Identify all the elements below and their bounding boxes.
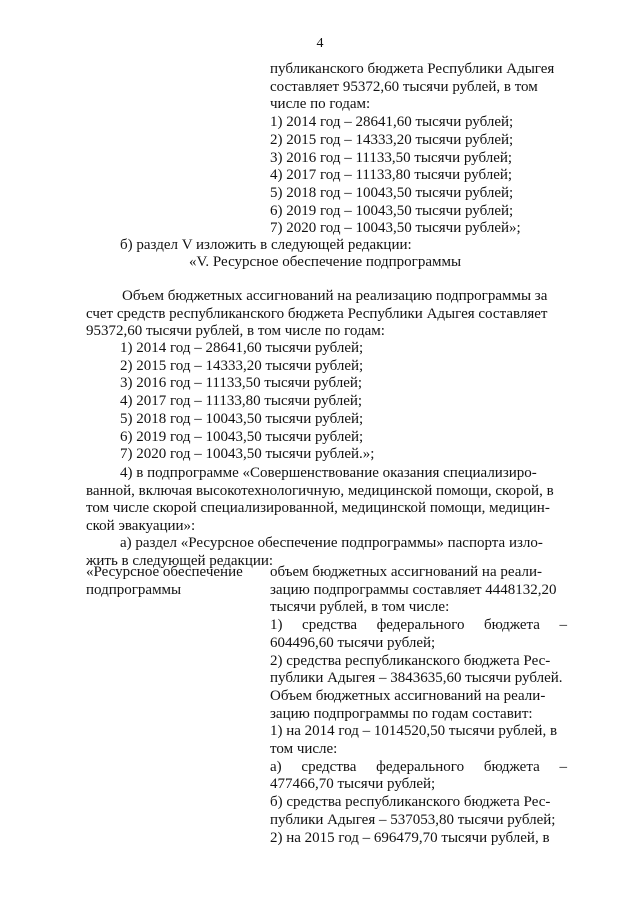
item-4-line-1: 4) в подпрограмме «Совершенствование оказания специализиро- [120,465,537,481]
top-block [270,61,568,238]
right-cell-line: зацию подпрограммы составляет 4448132,20 [270,581,557,598]
right-cell-line: а) средства федерального бюджета – [270,758,567,775]
item-4-line-4: ской эвакуации»: [86,518,196,535]
year-item: 5) 2018 год – 10043,50 тысячи рублей; [120,410,364,427]
left-cell-line-1: «Ресурсное обеспечение [86,564,243,580]
right-cell-line: 2) на 2015 год – 696479,70 тысячи рублей, в [270,829,550,846]
top-line-6: 3) 2016 год – 11133,50 тысячи рублей; [270,149,513,166]
top-line-7: 4) 2017 год – 11133,80 тысячи рублей; [270,167,513,184]
year-item: 7) 2020 год – 10043,50 тысячи рублей.»; [120,446,375,463]
right-cell-line: 1) средства федерального бюджета – [270,617,567,634]
right-cell-line: тысячи рублей, в том числе: [270,599,450,616]
item-4-paragraph [86,465,570,536]
section-b: б) раздел V изложить в следующей редакции: [120,237,412,253]
table-left-column [86,564,266,599]
top-line-9: 6) 2019 год – 10043,50 тысячи рублей; [270,202,514,219]
top-line-5: 2) 2015 год – 14333,20 тысячи рублей; [270,131,514,148]
year-item: 6) 2019 год – 10043,50 тысячи рублей; [120,428,364,445]
right-cell-line: публики Адыгея – 3843635,60 тысячи рублей. [270,670,563,687]
item-4-line-3: том числе скорой специализированной, медицинской помощи, медицин- [86,500,550,517]
item-4-line-2: ванной, включая высокотехнологичную, медицинской помощи, скорой, в [86,482,554,499]
right-cell-line: 2) средства республиканского бюджета Рес- [270,652,551,669]
resource-line-2: счет средств республиканского бюджета Республики Адыгея составляет [86,305,548,322]
top-line-2: составляет 95372,60 тысячи рублей, в том [270,78,538,95]
table-right-column [270,564,567,847]
years-list [120,340,374,464]
year-item: 2) 2015 год – 14333,20 тысячи рублей; [120,357,364,374]
right-cell-line: публики Адыгея – 537053,80 тысячи рублей; [270,811,556,828]
right-cell-line: 1) на 2014 год – 1014520,50 тысячи рублей, в [270,723,558,740]
resource-line-1: Объем бюджетных ассигнований на реализацию подпрограммы за [122,288,548,304]
right-cell-line: 604496,60 тысячи рублей; [270,634,436,651]
right-cell-line: Объем бюджетных ассигнований на реали- [270,687,546,704]
section-heading: «V. Ресурсное обеспечение подпрограммы [189,254,462,270]
top-line-8: 5) 2018 год – 10043,50 тысячи рублей; [270,184,514,201]
page-number: 4 [316,36,324,51]
right-cell-line: 477466,70 тысячи рублей; [270,776,436,793]
right-cell-line: объем бюджетных ассигнований на реали- [270,564,542,580]
item-a-line-1: а) раздел «Ресурсное обеспечение подпрограммы» паспорта изло- [120,535,543,551]
top-line-10: 7) 2020 год – 10043,50 тысячи рублей»; [270,220,521,237]
right-cell-line: том числе: [270,741,338,758]
top-line-3: числе по годам: [270,96,371,113]
right-cell-line: зацию подпрограммы по годам составит: [270,705,533,722]
section-b-block [120,237,412,255]
section-heading-block [189,254,461,272]
resource-paragraph [86,288,570,341]
year-item: 3) 2016 год – 11133,50 тысячи рублей; [120,375,363,392]
left-cell-line-2: подпрограммы [86,581,182,598]
resource-line-3: 95372,60 тысячи рублей, в том числе по годам: [86,323,385,340]
top-line-1: публиканского бюджета Республики Адыгея [270,61,555,77]
year-item: 4) 2017 год – 11133,80 тысячи рублей; [120,393,363,410]
top-line-4: 1) 2014 год – 28641,60 тысячи рублей; [270,114,514,131]
item-a-line-2: жить в следующей редакции: [86,552,274,569]
year-item: 1) 2014 год – 28641,60 тысячи рублей; [120,340,364,356]
right-cell-line: б) средства республиканского бюджета Рес- [270,794,551,811]
